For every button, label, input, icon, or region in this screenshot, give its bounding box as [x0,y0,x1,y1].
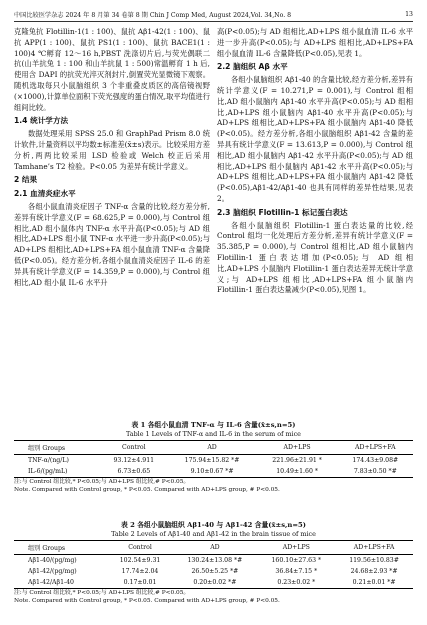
column-header: AD+LPS [282,543,310,551]
body-paragraph: 数据处理采用 SPSS 25.0 和 GraphPad Prism 8.0 统计软件,计量资料以平均数±标准差(x̄±s)表示。比较采用方差分析,两两比较采用 LSD 检验或 Welch 校正后采用 Tamhane’s T2 检验。P<0.05 为差异有统计学意义。 [14,129,210,171]
column-header: AD+LPS+FA [355,443,396,451]
running-header [14,9,413,19]
column-header: Control [122,443,146,451]
column-header: 组别 Groups [28,544,66,552]
header-rule [14,21,413,22]
body-paragraph: 各组小鼠血清炎症因子 TNF-α 含量的比较,经方差分析,差异有统计学意义(F = 68.625,P = 0.000),与 Control 组相比,AD 组小鼠体内 TNF-α 水平升高(P<0.05);与 AD 组相比,AD+LPS 组小鼠 TNF-α 水平进一步升高(P<0.05);与 AD+LPS 组相比,AD+LPS+FA 组小鼠血清 TNF-α 含量降低(P<0.05)。经方差分析,各组小鼠血清炎症因子 IL-6 的差异具有统计学意义(F = 14.359,P = 0.000),与 Control 组相比,AD 组小鼠 IL-6 水平升 [14,201,210,287]
table-cell: 9.10±0.67 *# [190,467,234,475]
table-cell: 17.74±2.04 [121,567,159,575]
table-cell: 24.68±2.93 *# [350,567,398,575]
row-label: Aβ1-42/Aβ1-40 [28,578,74,586]
table-1-grid [14,440,413,478]
table-2-grid [14,540,413,589]
section-heading: 1.4 统计学方法 [14,116,69,126]
table-row [14,466,413,478]
table-row [14,454,413,466]
table-2-note-en: Note. Compared with Control group, * P<0.05. Compared with AD+LPS group, # P<0.05. [14,597,280,604]
table-cell: 93.12±4.911 [113,456,155,464]
row-label: TNF-α/(ng/L) [28,456,69,464]
section-heading: 2.1 血清炎症水平 [14,189,76,199]
table-cell: 0.20±0.02 *# [193,578,237,586]
table-1-note-en: Note. Compared with Control group, * P<0.05. Compared with AD+LPS group, # P<0.05. [14,486,280,493]
table-2-caption-en: Table 2 Levels of Aβ1-40 and Aβ1-42 in the brain tissue of mice [111,530,316,538]
table-cell: 175.94±15.82 *# [184,456,240,464]
table-row [14,566,413,577]
table-row [14,577,413,589]
row-label: Aβ1-42/(pg/mg) [28,567,77,575]
body-paragraph: 各组小鼠脑组织 Aβ1-40 的含量比较,经方差分析,差异有统计学意义(F = 10.271,P = 0.001),与 Control 组相比,AD 组小鼠脑内 Aβ1-40 水平升高(P<0.05);与 AD 组相比,AD+LPS 组小鼠脑内 Aβ1-40 水平升高(P<0.05);与 AD+LPS 组相比,AD+LPS+FA 组小鼠脑内 Aβ1-40 降低(P<0.05)。经方差分析,各组小鼠脑组织 Aβ1-42 含量的差异具有统计学意义(F = 13.613,P = 0.000),与 Control 组相比,AD 组小鼠脑内 Aβ1-42 水平升高(P<0.05);与 AD 组相比,AD+LPS 组小鼠脑内 Aβ1-42 水平升高(P<0.05);与 AD+LPS 组相比,AD+LPS+FA 组小鼠脑内 Aβ1-42 降低(P<0.05),Aβ1-42/Aβ1-40 也具有同样的差异性结果,见表 2。 [217,75,413,203]
table-cell: 119.56±10.83# [349,556,399,564]
column-header: AD [210,543,220,551]
table-1 [14,421,413,494]
table-1-note-cn: 注:与 Control 组比较,* P<0.05;与 AD+LPS 组比较,# P<0.05。 [14,478,190,485]
table-cell: 102.54±9.31 [119,556,161,564]
row-label: Aβ1-40/(pg/mg) [28,556,77,564]
row-label: IL-6/(pg/mL) [28,467,68,475]
column-header: Control [128,543,152,551]
right-column [217,27,413,296]
table-1-caption-cn: 表 1 各组小鼠血清 TNF-α 与 IL-6 含量(x̄±s,n=5) [131,421,296,429]
table-cell: 0.21±0.01 *# [352,578,396,586]
column-header: AD+LPS+FA [353,543,395,551]
table-row [14,554,413,566]
table-cell: 6.73±0.65 [117,467,151,475]
column-header: AD+LPS [283,443,311,451]
table-cell: 160.10±27.63 * [271,556,322,564]
section-heading: 2.3 脑组织 Flotillin-1 标记蛋白表达 [217,207,348,217]
table-cell: 0.17±0.01 [123,578,157,586]
table-cell: 0.23±0.02 * [277,578,316,586]
page-number: 13 [405,10,413,18]
section-heading: 2 结果 [14,175,38,185]
column-header: 组别 Groups [28,444,66,452]
table-2 [14,521,413,605]
table-cell: 174.43±9.08# [352,456,399,464]
table-2-note-cn: 注:与 Control 组比较,* P<0.05;与 AD+LPS 组比较,# P<0.05。 [14,589,190,596]
body-paragraph: 各组小鼠脑组织 Flotillin-1 蛋白表达量的比较,经 Control 组均一化处理后方差分析,差异有统计学意义(F = 35.385,P = 0.000),与 Control 组相比,AD 组小鼠脑内 Flotillin-1 蛋白表达增加(P<0.05);与 AD 组相比,AD+LPS 小鼠脑内 Flotillin-1 蛋白表达差异无统计学意义;与 AD+LPS 组相比,AD+LPS+FA 组小鼠脑内 Flotillin-1 蛋白表达量减少(P<0.05),见图 1。 [217,220,413,295]
table-cell: 36.84±7.15 * [275,567,318,575]
section-heading: 2.2 脑组织 Aβ 水平 [217,62,288,72]
left-column [14,27,210,288]
table-cell: 7.83±0.50 *# [353,467,397,475]
table-2-caption-cn: 表 2 各组小鼠脑组织 Aβ1-40 与 Aβ1-42 含量(x̄±s,n=5) [120,521,307,529]
body-paragraph: 高(P<0.05);与 AD 组相比,AD+LPS 组小鼠血清 IL-6 水平进一步升高(P<0.05);与 AD+LPS 组相比,AD+LPS+FA 组小鼠血清 IL-6 含量降低(P<0.05),见表 1。 [217,27,413,58]
journal-citation: 中国比较医学杂志 2024 年 8 月第 34 卷第 8 期 Chin J Comp Med, August 2024,Vol. 34,No. 8 [14,11,292,19]
body-paragraph: 克隆兔抗 Flotillin-1(1 : 100)、鼠抗 Aβ1-42(1 : 100)、鼠抗 APP(1 : 100)、鼠抗 PS1(1 : 100)、鼠抗 BACE1(1 : 100)4 ℃孵育 12～16 h,PBST 洗涤切片后,与荧光偶联二抗(山羊抗兔 1 : 100 和山羊抗鼠 1 : 500)常温孵育 1 h 后,使用含 DAPI 的抗荧光淬灭剂封片,倒置荧光显微镜下观察。随机选取每只小鼠脑组织 3 个非重叠皮质区的高倍镜视野(×1000),计算单位面积下荧光强度的蛋白情况,取平均值进行组间比较。 [14,27,210,112]
table-cell: 26.50±5.25 *# [191,567,239,575]
table-1-caption-en: Table 1 Levels of TNF-α and IL-6 in the serum of mice [126,430,301,438]
table-cell: 10.49±1.60 * [276,467,318,475]
table-cell: 130.24±13.08 *# [187,556,243,564]
column-header: AD [207,443,217,451]
table-cell: 221.96±21.91 * [272,456,322,464]
